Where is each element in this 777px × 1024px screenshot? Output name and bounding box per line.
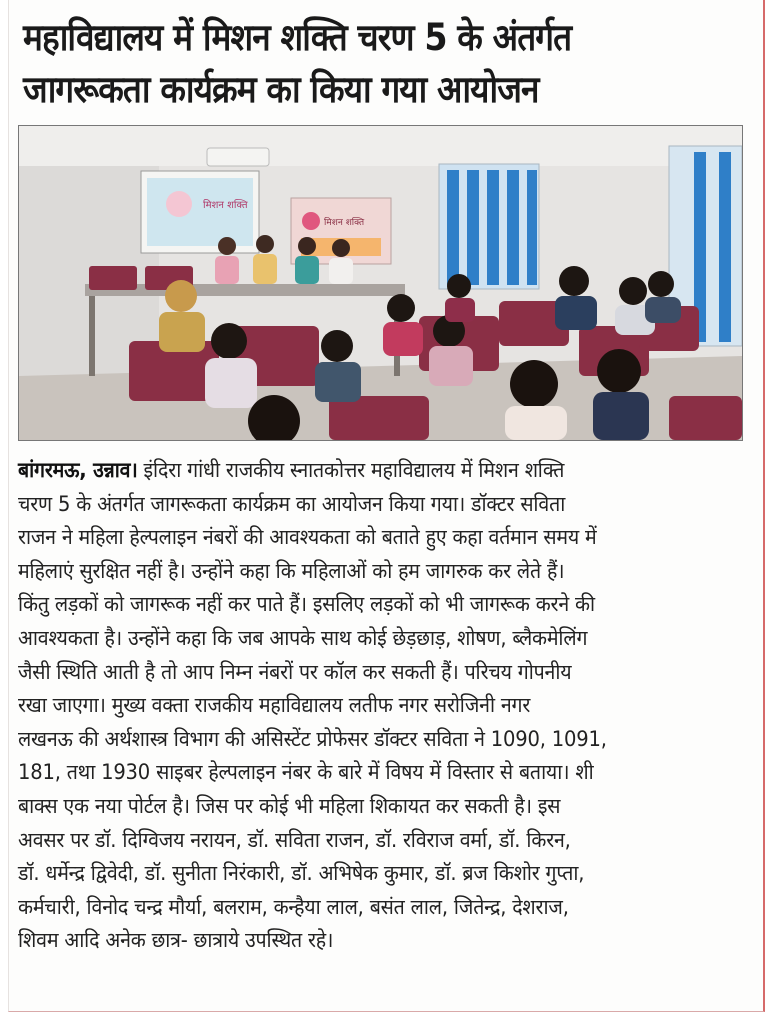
article-line: रखा जाएगा। मुख्य वक्ता राजकीय महाविद्यालय लतीफ नगर सरोजिनी नगर: [18, 693, 531, 718]
headline-line-2: जागरूकता कार्यक्रम का किया गया आयोजन: [23, 68, 539, 111]
article-line: [18, 453, 725, 487]
article-line: आवश्यकता है। उन्होंने कहा कि जब आपके साथ कोई छेड़छाड़, शोषण, ब्लैकमेलिंग: [18, 625, 588, 650]
article-line-1-text: इंदिरा गांधी राजकीय स्नातकोत्तर महाविद्यालय में मिशन शक्ति: [137, 458, 565, 482]
banner-title: मिशन शक्ति: [324, 218, 365, 228]
article-line: महिलाएं सुरक्षित नहीं है। उन्होंने कहा कि महिलाओं को हम जागरुक कर लेते हैं।: [18, 558, 565, 583]
article-line: बाक्स एक नया पोर्टल है। जिस पर कोई भी महिला शिकायत कर सकती है। इस: [18, 793, 561, 818]
classroom-illustration: [19, 126, 742, 440]
article-line: अवसर पर डॉ. दिग्विजय नरायन, डॉ. सविता राजन, डॉ. रविराज वर्मा, डॉ. किरन,: [18, 827, 571, 852]
projector-screen: [141, 171, 259, 253]
article-line: कर्मचारी, विनोद चन्द्र मौर्या, बलराम, कन्हैया लाल, बसंत लाल, जितेन्द्र, देशराज,: [18, 894, 569, 919]
article-line: किंतु लड़कों को जागरूक नहीं कर पाते हैं। इसलिए लड़कों को भी जागरूक करने की: [18, 592, 595, 617]
article-line: चरण 5 के अंतर्गत जागरूकता कार्यक्रम का आयोजन किया गया। डॉक्टर सविता: [18, 491, 566, 516]
article-line: 181, तथा 1930 साइबर हेल्पलाइन नंबर के बारे में विषय में विस्तार से बताया। शी: [18, 760, 594, 785]
article-line: शिवम आदि अनेक छात्र- छात्राये उपस्थित रहे।: [18, 928, 334, 953]
article-line: डॉ. धर्मेन्द्र द्विवेदी, डॉ. सुनीता निरंकारी, डॉ. अभिषेक कुमार, डॉ. ब्रज किशोर गुप्ता,: [18, 861, 585, 886]
article-body: [18, 453, 725, 957]
screen-title: मिशन शक्ति: [203, 200, 248, 211]
article-line: राजन ने महिला हेल्पलाइन नंबरों की आवश्यकता को बताते हुए कहा वर्तमान समय में: [18, 525, 597, 550]
headline-line-1: महाविद्यालय में मिशन शक्ति चरण 5 के अंतर्गत: [23, 16, 572, 59]
headline: [23, 12, 689, 116]
event-photo: [18, 125, 743, 441]
dateline: बांगरमऊ, उन्नाव।: [18, 458, 138, 482]
article-line: जैसी स्थिति आती है तो आप निम्न नंबरों पर कॉल कर सकती हैं। परिचय गोपनीय: [18, 659, 572, 684]
article-line: लखनऊ की अर्थशास्त्र विभाग की असिस्टेंट प्रोफेसर डॉक्टर सविता ने 1090, 1091,: [18, 726, 607, 751]
